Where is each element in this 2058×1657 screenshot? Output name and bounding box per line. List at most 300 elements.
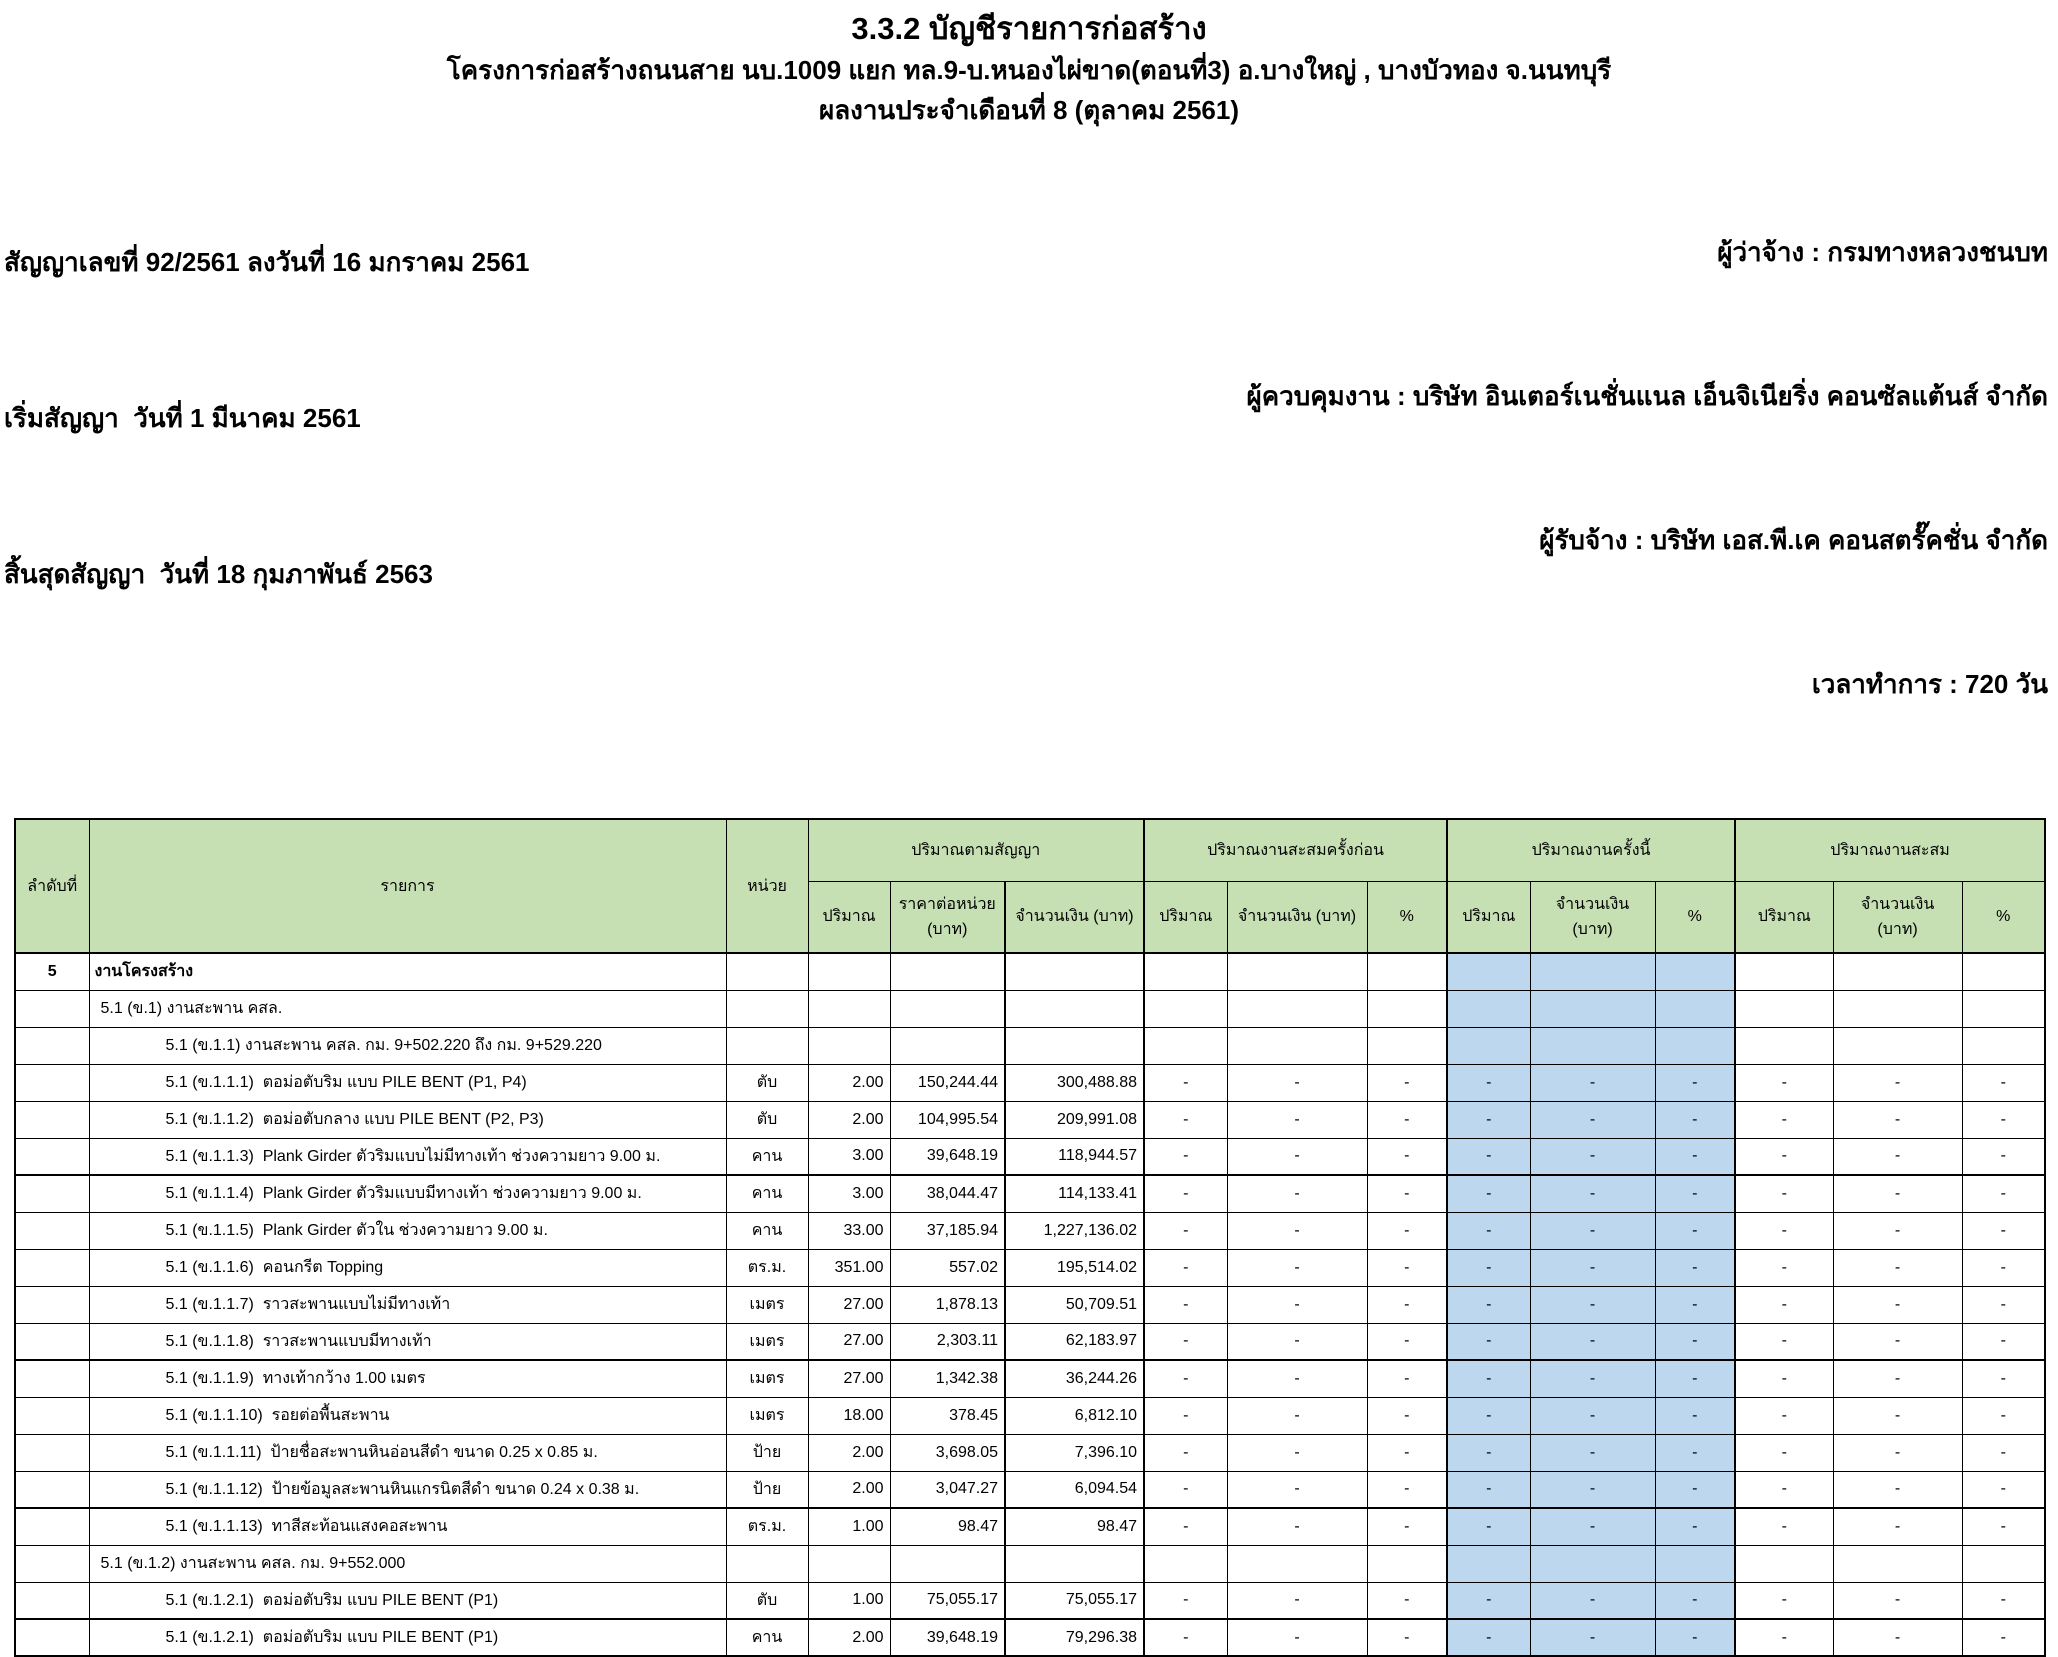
row-item: 5.1 (ข.1.2) งานสะพาน คสล. กม. 9+552.000 — [89, 1545, 726, 1582]
previous-qty: - — [1144, 1360, 1227, 1397]
employer-line: ผู้ว่าจ้าง : กรมทางหลวงชนบท — [1717, 237, 2048, 267]
previous-amount: - — [1227, 1619, 1367, 1656]
previous-percent: - — [1367, 1619, 1447, 1656]
contract-qty: 2.00 — [808, 1064, 890, 1101]
cumulative-amount: - — [1833, 1249, 1962, 1286]
row-no — [15, 1027, 89, 1064]
cumulative-percent: - — [1962, 1064, 2045, 1101]
row-no — [15, 1360, 89, 1397]
header-contract-amount: จำนวนเงิน (บาท) — [1005, 881, 1144, 953]
current-amount: - — [1530, 1101, 1655, 1138]
current-amount: - — [1530, 1582, 1655, 1619]
previous-amount: - — [1227, 1360, 1367, 1397]
current-percent — [1655, 1545, 1735, 1582]
table-row — [15, 1286, 2045, 1323]
contract-unit-price — [890, 990, 1005, 1027]
contract-unit-price: 150,244.44 — [890, 1064, 1005, 1101]
previous-percent: - — [1367, 1249, 1447, 1286]
row-unit — [726, 1545, 808, 1582]
table-row — [15, 990, 2045, 1027]
previous-amount: - — [1227, 1286, 1367, 1323]
previous-percent: - — [1367, 1397, 1447, 1434]
previous-qty: - — [1144, 1101, 1227, 1138]
header-contract-qty: ปริมาณ — [808, 881, 890, 953]
cumulative-amount: - — [1833, 1064, 1962, 1101]
row-unit — [726, 990, 808, 1027]
header-current-percent: % — [1655, 881, 1735, 953]
row-item: 5.1 (ข.1.1.3) Plank Girder ตัวริมแบบไม่มีทางเท้า ช่วงความยาว 9.00 ม. — [89, 1138, 726, 1175]
current-percent: - — [1655, 1619, 1735, 1656]
current-qty: - — [1447, 1286, 1530, 1323]
previous-percent — [1367, 1545, 1447, 1582]
previous-percent: - — [1367, 1212, 1447, 1249]
report-period: ผลงานประจำเดือนที่ 8 (ตุลาคม 2561) — [818, 95, 1240, 125]
header-current-amount: จำนวนเงิน (บาท) — [1530, 881, 1655, 953]
row-no — [15, 1619, 89, 1656]
cumulative-percent: - — [1962, 1508, 2045, 1545]
previous-qty: - — [1144, 1471, 1227, 1508]
contract-amount — [1005, 1027, 1144, 1064]
current-qty: - — [1447, 1582, 1530, 1619]
table-row — [15, 1027, 2045, 1064]
previous-amount — [1227, 1027, 1367, 1064]
current-amount: - — [1530, 1360, 1655, 1397]
previous-percent: - — [1367, 1101, 1447, 1138]
current-percent: - — [1655, 1397, 1735, 1434]
row-unit: ป้าย — [726, 1471, 808, 1508]
current-percent — [1655, 1027, 1735, 1064]
row-item: 5.1 (ข.1.1.13) ทาสีสะท้อนแสงคอสะพาน — [89, 1508, 726, 1545]
cumulative-amount: - — [1833, 1582, 1962, 1619]
header-cumulative-amount: จำนวนเงิน (บาท) — [1833, 881, 1962, 953]
contract-amount: 7,396.10 — [1005, 1434, 1144, 1471]
current-qty: - — [1447, 1101, 1530, 1138]
previous-qty — [1144, 990, 1227, 1027]
contract-amount: 79,296.38 — [1005, 1619, 1144, 1656]
current-percent — [1655, 990, 1735, 1027]
cumulative-amount: - — [1833, 1619, 1962, 1656]
current-percent: - — [1655, 1175, 1735, 1212]
contract-qty: 27.00 — [808, 1323, 890, 1360]
contract-amount: 6,812.10 — [1005, 1397, 1144, 1434]
cumulative-qty: - — [1735, 1582, 1833, 1619]
previous-qty: - — [1144, 1619, 1227, 1656]
contract-unit-price: 39,648.19 — [890, 1138, 1005, 1175]
previous-percent: - — [1367, 1064, 1447, 1101]
previous-qty: - — [1144, 1323, 1227, 1360]
current-percent: - — [1655, 1249, 1735, 1286]
contract-amount: 36,244.26 — [1005, 1360, 1144, 1397]
cumulative-percent — [1962, 1027, 2045, 1064]
header-cumulative-qty: ปริมาณ — [1735, 881, 1833, 953]
cumulative-percent: - — [1962, 1471, 2045, 1508]
contract-info — [0, 132, 2058, 804]
contract-qty: 18.00 — [808, 1397, 890, 1434]
work-duration-line: เวลาทำการ : 720 วัน — [1811, 669, 2048, 699]
previous-amount: - — [1227, 1101, 1367, 1138]
table-row — [15, 953, 2045, 990]
table-row — [15, 1138, 2045, 1175]
header-previous-percent: % — [1367, 881, 1447, 953]
contract-unit-price: 2,303.11 — [890, 1323, 1005, 1360]
row-unit — [726, 1027, 808, 1064]
contract-qty: 3.00 — [808, 1175, 890, 1212]
previous-amount — [1227, 1545, 1367, 1582]
current-qty: - — [1447, 1064, 1530, 1101]
contract-unit-price: 378.45 — [890, 1397, 1005, 1434]
current-percent: - — [1655, 1323, 1735, 1360]
row-unit: เมตร — [726, 1360, 808, 1397]
row-no — [15, 1175, 89, 1212]
current-qty — [1447, 953, 1530, 990]
header-current-qty: ปริมาณ — [1447, 881, 1530, 953]
row-unit: คาน — [726, 1619, 808, 1656]
current-amount: - — [1530, 1397, 1655, 1434]
previous-amount: - — [1227, 1249, 1367, 1286]
table-row — [15, 1434, 2045, 1471]
current-amount: - — [1530, 1249, 1655, 1286]
contract-qty — [808, 953, 890, 990]
table-row — [15, 1582, 2045, 1619]
current-amount: - — [1530, 1212, 1655, 1249]
contract-amount: 300,488.88 — [1005, 1064, 1144, 1101]
contract-qty — [808, 1027, 890, 1064]
row-no — [15, 1508, 89, 1545]
cumulative-qty: - — [1735, 1323, 1833, 1360]
row-item: 5.1 (ข.1.1.12) ป้ายข้อมูลสะพานหินแกรนิตสีดำ ขนาด 0.24 x 0.38 ม. — [89, 1471, 726, 1508]
previous-qty: - — [1144, 1212, 1227, 1249]
cumulative-qty — [1735, 953, 1833, 990]
table-row — [15, 1508, 2045, 1545]
current-amount: - — [1530, 1323, 1655, 1360]
cumulative-percent: - — [1962, 1582, 2045, 1619]
contract-amount — [1005, 1545, 1144, 1582]
current-percent: - — [1655, 1508, 1735, 1545]
contractor-line: ผู้รับจ้าง : บริษัท เอส.พี.เค คอนสตรั๊คชั่น จำกัด — [1539, 525, 2048, 555]
row-no — [15, 1249, 89, 1286]
contract-amount: 50,709.51 — [1005, 1286, 1144, 1323]
table-row — [15, 1323, 2045, 1360]
row-unit: ตับ — [726, 1064, 808, 1101]
header-group-previous: ปริมาณงานสะสมครั้งก่อน — [1144, 819, 1447, 881]
current-qty — [1447, 990, 1530, 1027]
cumulative-amount: - — [1833, 1508, 1962, 1545]
contract-amount: 118,944.57 — [1005, 1138, 1144, 1175]
cumulative-percent: - — [1962, 1249, 2045, 1286]
cumulative-amount: - — [1833, 1397, 1962, 1434]
contract-unit-price — [890, 953, 1005, 990]
previous-amount: - — [1227, 1471, 1367, 1508]
table-row — [15, 1249, 2045, 1286]
row-unit: ป้าย — [726, 1434, 808, 1471]
contract-amount: 195,514.02 — [1005, 1249, 1144, 1286]
previous-percent: - — [1367, 1286, 1447, 1323]
previous-percent: - — [1367, 1508, 1447, 1545]
boq-table-body — [15, 953, 2045, 1656]
project-name: โครงการก่อสร้างถนนสาย นบ.1009 แยก ทล.9-บ.หนองไผ่ขาด(ตอนที่3) อ.บางใหญ่ , บางบัวทอง จ.นนทบุรี — [446, 55, 1612, 85]
cumulative-amount: - — [1833, 1286, 1962, 1323]
previous-qty: - — [1144, 1286, 1227, 1323]
current-qty — [1447, 1545, 1530, 1582]
previous-qty — [1144, 953, 1227, 990]
row-no — [15, 1138, 89, 1175]
contract-amount: 62,183.97 — [1005, 1323, 1144, 1360]
previous-amount: - — [1227, 1323, 1367, 1360]
current-percent: - — [1655, 1212, 1735, 1249]
cumulative-qty: - — [1735, 1101, 1833, 1138]
table-row — [15, 1471, 2045, 1508]
cumulative-qty — [1735, 990, 1833, 1027]
previous-percent: - — [1367, 1360, 1447, 1397]
current-qty: - — [1447, 1212, 1530, 1249]
previous-qty: - — [1144, 1508, 1227, 1545]
current-percent: - — [1655, 1360, 1735, 1397]
table-row — [15, 1545, 2045, 1582]
row-unit: เมตร — [726, 1323, 808, 1360]
cumulative-amount: - — [1833, 1101, 1962, 1138]
current-amount: - — [1530, 1508, 1655, 1545]
cumulative-qty: - — [1735, 1471, 1833, 1508]
row-no — [15, 1212, 89, 1249]
cumulative-amount: - — [1833, 1212, 1962, 1249]
current-qty: - — [1447, 1249, 1530, 1286]
cumulative-qty — [1735, 1545, 1833, 1582]
current-amount: - — [1530, 1064, 1655, 1101]
current-qty: - — [1447, 1619, 1530, 1656]
contract-unit-price: 98.47 — [890, 1508, 1005, 1545]
row-item: 5.1 (ข.1.1.9) ทางเท้ากว้าง 1.00 เมตร — [89, 1360, 726, 1397]
current-qty: - — [1447, 1471, 1530, 1508]
contract-qty: 2.00 — [808, 1101, 890, 1138]
cumulative-percent: - — [1962, 1323, 2045, 1360]
cumulative-qty: - — [1735, 1360, 1833, 1397]
contract-amount: 209,991.08 — [1005, 1101, 1144, 1138]
previous-percent — [1367, 953, 1447, 990]
cumulative-qty: - — [1735, 1619, 1833, 1656]
previous-qty: - — [1144, 1434, 1227, 1471]
row-unit: ตับ — [726, 1582, 808, 1619]
cumulative-percent: - — [1962, 1175, 2045, 1212]
previous-amount: - — [1227, 1397, 1367, 1434]
contract-qty: 1.00 — [808, 1508, 890, 1545]
row-unit: เมตร — [726, 1397, 808, 1434]
row-item: 5.1 (ข.1.2.1) ตอม่อตับริม แบบ PILE BENT (P1) — [89, 1582, 726, 1619]
cumulative-qty: - — [1735, 1508, 1833, 1545]
current-percent: - — [1655, 1101, 1735, 1138]
current-qty: - — [1447, 1323, 1530, 1360]
header-group-cumulative: ปริมาณงานสะสม — [1735, 819, 2045, 881]
cumulative-amount — [1833, 990, 1962, 1027]
row-no — [15, 1471, 89, 1508]
row-no — [15, 1286, 89, 1323]
previous-percent: - — [1367, 1582, 1447, 1619]
contract-qty: 1.00 — [808, 1582, 890, 1619]
contract-amount: 98.47 — [1005, 1508, 1144, 1545]
contract-qty: 2.00 — [808, 1434, 890, 1471]
contract-unit-price — [890, 1545, 1005, 1582]
cumulative-percent — [1962, 990, 2045, 1027]
contract-unit-price: 39,648.19 — [890, 1619, 1005, 1656]
table-row — [15, 1064, 2045, 1101]
current-percent: - — [1655, 1471, 1735, 1508]
previous-amount: - — [1227, 1064, 1367, 1101]
previous-amount: - — [1227, 1508, 1367, 1545]
previous-amount — [1227, 953, 1367, 990]
row-item: 5.1 (ข.1.1.1) ตอม่อตับริม แบบ PILE BENT (P1, P4) — [89, 1064, 726, 1101]
current-amount: - — [1530, 1471, 1655, 1508]
cumulative-amount: - — [1833, 1175, 1962, 1212]
boq-table-header — [15, 819, 2045, 953]
header-group-current: ปริมาณงานครั้งนี้ — [1447, 819, 1735, 881]
previous-qty: - — [1144, 1064, 1227, 1101]
contract-unit-price: 557.02 — [890, 1249, 1005, 1286]
contract-qty: 351.00 — [808, 1249, 890, 1286]
header-previous-amount: จำนวนเงิน (บาท) — [1227, 881, 1367, 953]
boq-table — [14, 818, 2046, 1657]
row-unit: คาน — [726, 1138, 808, 1175]
row-no: 5 — [15, 953, 89, 990]
supervisor-line: ผู้ควบคุมงาน : บริษัท อินเตอร์เนชั่นแนล เอ็นจิเนียริ่ง คอนซัลแต้นส์ จำกัด — [1246, 381, 2048, 411]
row-no — [15, 1582, 89, 1619]
cumulative-qty: - — [1735, 1286, 1833, 1323]
table-row — [15, 1619, 2045, 1656]
row-item: 5.1 (ข.1) งานสะพาน คสล. — [89, 990, 726, 1027]
cumulative-percent: - — [1962, 1138, 2045, 1175]
contract-unit-price: 3,698.05 — [890, 1434, 1005, 1471]
contract-unit-price: 75,055.17 — [890, 1582, 1005, 1619]
header-item: รายการ — [89, 819, 726, 953]
current-percent: - — [1655, 1138, 1735, 1175]
cumulative-amount — [1833, 953, 1962, 990]
contract-qty: 27.00 — [808, 1360, 890, 1397]
contract-number-line: สัญญาเลขที่ 92/2561 ลงวันที่ 16 มกราคม 2561 — [4, 247, 530, 277]
contract-unit-price: 3,047.27 — [890, 1471, 1005, 1508]
row-item: 5.1 (ข.1.1.6) คอนกรีต Topping — [89, 1249, 726, 1286]
row-item: 5.1 (ข.1.1.4) Plank Girder ตัวริมแบบมีทางเท้า ช่วงความยาว 9.00 ม. — [89, 1175, 726, 1212]
cumulative-qty: - — [1735, 1212, 1833, 1249]
previous-percent — [1367, 1027, 1447, 1064]
current-amount — [1530, 990, 1655, 1027]
previous-qty: - — [1144, 1138, 1227, 1175]
cumulative-amount: - — [1833, 1323, 1962, 1360]
table-row — [15, 1101, 2045, 1138]
cumulative-amount: - — [1833, 1471, 1962, 1508]
current-amount: - — [1530, 1619, 1655, 1656]
contract-amount: 114,133.41 — [1005, 1175, 1144, 1212]
contract-unit-price: 1,342.38 — [890, 1360, 1005, 1397]
cumulative-qty: - — [1735, 1138, 1833, 1175]
current-amount: - — [1530, 1138, 1655, 1175]
current-percent — [1655, 953, 1735, 990]
row-unit: ตร.ม. — [726, 1508, 808, 1545]
current-amount: - — [1530, 1434, 1655, 1471]
contract-unit-price: 1,878.13 — [890, 1286, 1005, 1323]
contract-unit-price — [890, 1027, 1005, 1064]
contract-info-left — [4, 132, 529, 704]
row-no — [15, 1434, 89, 1471]
current-qty: - — [1447, 1138, 1530, 1175]
cumulative-percent: - — [1962, 1397, 2045, 1434]
contract-qty: 33.00 — [808, 1212, 890, 1249]
row-item: 5.1 (ข.1.1.2) ตอม่อตับกลาง แบบ PILE BENT (P2, P3) — [89, 1101, 726, 1138]
cumulative-qty: - — [1735, 1064, 1833, 1101]
row-unit: เมตร — [726, 1286, 808, 1323]
table-row — [15, 1360, 2045, 1397]
header-unit: หน่วย — [726, 819, 808, 953]
current-percent: - — [1655, 1286, 1735, 1323]
cumulative-percent — [1962, 953, 2045, 990]
previous-qty: - — [1144, 1249, 1227, 1286]
previous-qty — [1144, 1027, 1227, 1064]
boq-report-page — [0, 8, 2058, 1646]
previous-amount: - — [1227, 1175, 1367, 1212]
previous-percent: - — [1367, 1323, 1447, 1360]
cumulative-amount — [1833, 1027, 1962, 1064]
previous-percent: - — [1367, 1175, 1447, 1212]
contract-qty: 2.00 — [808, 1471, 890, 1508]
cumulative-qty — [1735, 1027, 1833, 1064]
header-contract-unit-price: ราคาต่อหน่วย (บาท) — [890, 881, 1005, 953]
row-item: 5.1 (ข.1.1.8) ราวสะพานแบบมีทางเท้า — [89, 1323, 726, 1360]
row-item: 5.1 (ข.1.1.11) ป้ายชื่อสะพานหินอ่อนสีดำ ขนาด 0.25 x 0.85 ม. — [89, 1434, 726, 1471]
contract-qty: 2.00 — [808, 1619, 890, 1656]
contract-amount — [1005, 953, 1144, 990]
contract-amount: 75,055.17 — [1005, 1582, 1144, 1619]
current-qty: - — [1447, 1508, 1530, 1545]
current-qty: - — [1447, 1397, 1530, 1434]
current-percent: - — [1655, 1064, 1735, 1101]
contract-qty — [808, 990, 890, 1027]
previous-percent — [1367, 990, 1447, 1027]
row-item: 5.1 (ข.1.1) งานสะพาน คสล. กม. 9+502.220 ถึง กม. 9+529.220 — [89, 1027, 726, 1064]
contract-amount: 1,227,136.02 — [1005, 1212, 1144, 1249]
current-qty: - — [1447, 1434, 1530, 1471]
cumulative-amount: - — [1833, 1138, 1962, 1175]
cumulative-percent: - — [1962, 1286, 2045, 1323]
cumulative-amount — [1833, 1545, 1962, 1582]
row-unit: ตร.ม. — [726, 1249, 808, 1286]
header-group-contract: ปริมาณตามสัญญา — [808, 819, 1144, 881]
cumulative-percent: - — [1962, 1212, 2045, 1249]
contract-end-line: สิ้นสุดสัญญา วันที่ 18 กุมภาพันธ์ 2563 — [4, 559, 433, 589]
contract-unit-price: 38,044.47 — [890, 1175, 1005, 1212]
row-unit: คาน — [726, 1212, 808, 1249]
header-no: ลำดับที่ — [15, 819, 89, 953]
contract-amount — [1005, 990, 1144, 1027]
previous-percent: - — [1367, 1138, 1447, 1175]
contract-qty — [808, 1545, 890, 1582]
current-percent: - — [1655, 1582, 1735, 1619]
row-no — [15, 1064, 89, 1101]
row-unit — [726, 953, 808, 990]
header-cumulative-percent: % — [1962, 881, 2045, 953]
previous-amount: - — [1227, 1212, 1367, 1249]
contract-qty: 27.00 — [808, 1286, 890, 1323]
current-percent: - — [1655, 1434, 1735, 1471]
table-row — [15, 1397, 2045, 1434]
header-previous-qty: ปริมาณ — [1144, 881, 1227, 953]
contract-qty: 3.00 — [808, 1138, 890, 1175]
row-no — [15, 1101, 89, 1138]
previous-amount: - — [1227, 1582, 1367, 1619]
row-item: 5.1 (ข.1.1.10) รอยต่อพื้นสะพาน — [89, 1397, 726, 1434]
current-amount — [1530, 953, 1655, 990]
previous-amount — [1227, 990, 1367, 1027]
previous-qty: - — [1144, 1175, 1227, 1212]
cumulative-amount: - — [1833, 1360, 1962, 1397]
row-unit: ตับ — [726, 1101, 808, 1138]
previous-amount: - — [1227, 1138, 1367, 1175]
